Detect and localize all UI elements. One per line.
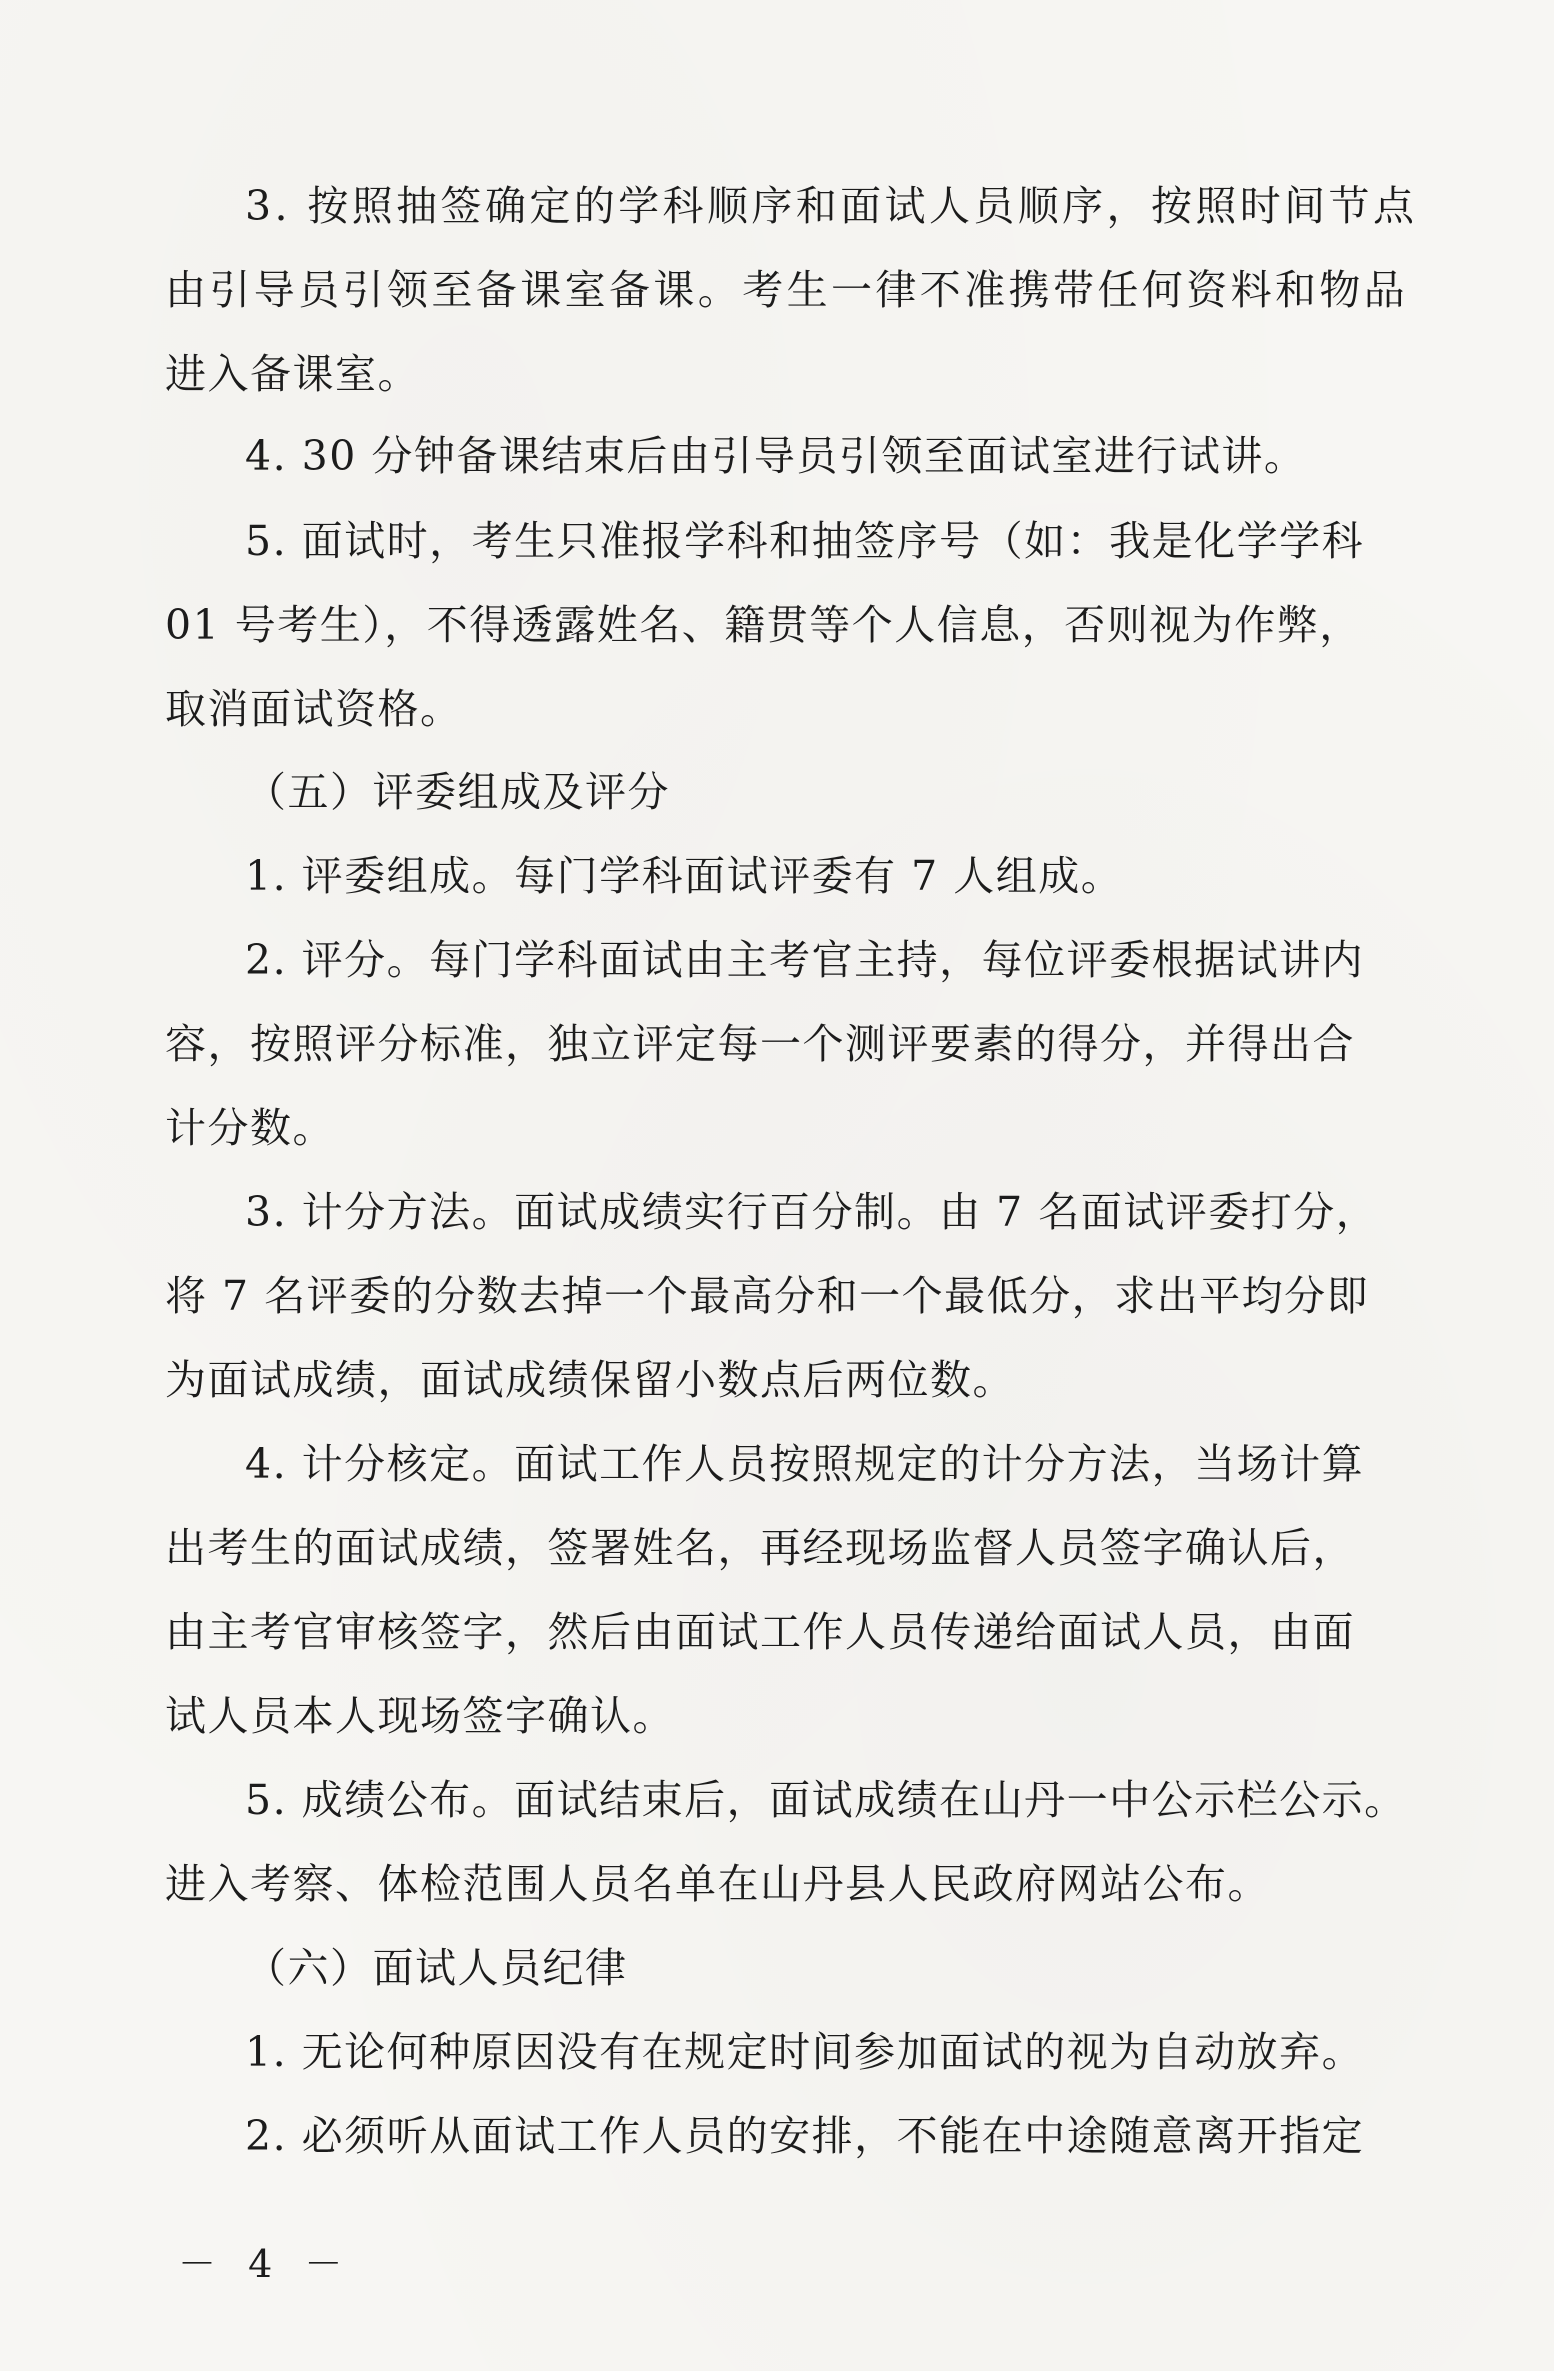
text-line: 3. 计分方法。面试成绩实行百分制。由 7 名面试评委打分， bbox=[245, 1188, 1379, 1236]
text-line: 5. 面试时，考生只准报学科和抽签序号（如：我是化学学科 bbox=[245, 517, 1365, 565]
section-heading: （六）面试人员纪律 bbox=[245, 1944, 628, 1992]
text-line: 2. 必须听从面试工作人员的安排，不能在中途随意离开指定 bbox=[245, 2112, 1365, 2160]
text-line: 为面试成绩，面试成绩保留小数点后两位数。 bbox=[165, 1356, 1015, 1404]
text-line: 将 7 名评委的分数去掉一个最高分和一个最低分，求出平均分即 bbox=[165, 1272, 1370, 1320]
text-line: 试人员本人现场签字确认。 bbox=[165, 1692, 675, 1740]
text-line: 1. 无论何种原因没有在规定时间参加面试的视为自动放弃。 bbox=[245, 2028, 1365, 2076]
text-line: 5. 成绩公布。面试结束后，面试成绩在山丹一中公示栏公示。 bbox=[245, 1776, 1407, 1824]
text-line: 01 号考生），不得透露姓名、籍贯等个人信息，否则视为作弊， bbox=[165, 601, 1362, 649]
text-line: 出考生的面试成绩，签署姓名，再经现场监督人员签字确认后， bbox=[165, 1524, 1355, 1572]
page-number: － 4 － bbox=[178, 2242, 353, 2286]
text-line: 3. 按照抽签确定的学科顺序和面试人员顺序，按照时间节点 bbox=[245, 182, 1418, 230]
text-line: 容，按照评分标准，独立评定每一个测评要素的得分，并得出合 bbox=[165, 1020, 1355, 1068]
text-line: 计分数。 bbox=[165, 1104, 335, 1152]
text-line: 由主考官审核签字，然后由面试工作人员传递给面试人员，由面 bbox=[165, 1608, 1355, 1656]
text-line: 4. 计分核定。面试工作人员按照规定的计分方法，当场计算 bbox=[245, 1440, 1365, 1488]
text-line: 2. 评分。每门学科面试由主考官主持，每位评委根据试讲内 bbox=[245, 936, 1365, 984]
text-line: 进入考察、体检范围人员名单在山丹县人民政府网站公布。 bbox=[165, 1860, 1270, 1908]
text-line: 1. 评委组成。每门学科面试评委有 7 人组成。 bbox=[245, 852, 1124, 900]
text-line: 4. 30 分钟备课结束后由引导员引领至面试室进行试讲。 bbox=[245, 432, 1307, 480]
text-line: 取消面试资格。 bbox=[165, 685, 463, 733]
section-heading: （五）评委组成及评分 bbox=[245, 768, 670, 816]
text-line: 由引导员引领至备课室备课。考生一律不准携带任何资料和物品 bbox=[165, 266, 1409, 314]
text-line: 进入备课室。 bbox=[165, 350, 420, 398]
